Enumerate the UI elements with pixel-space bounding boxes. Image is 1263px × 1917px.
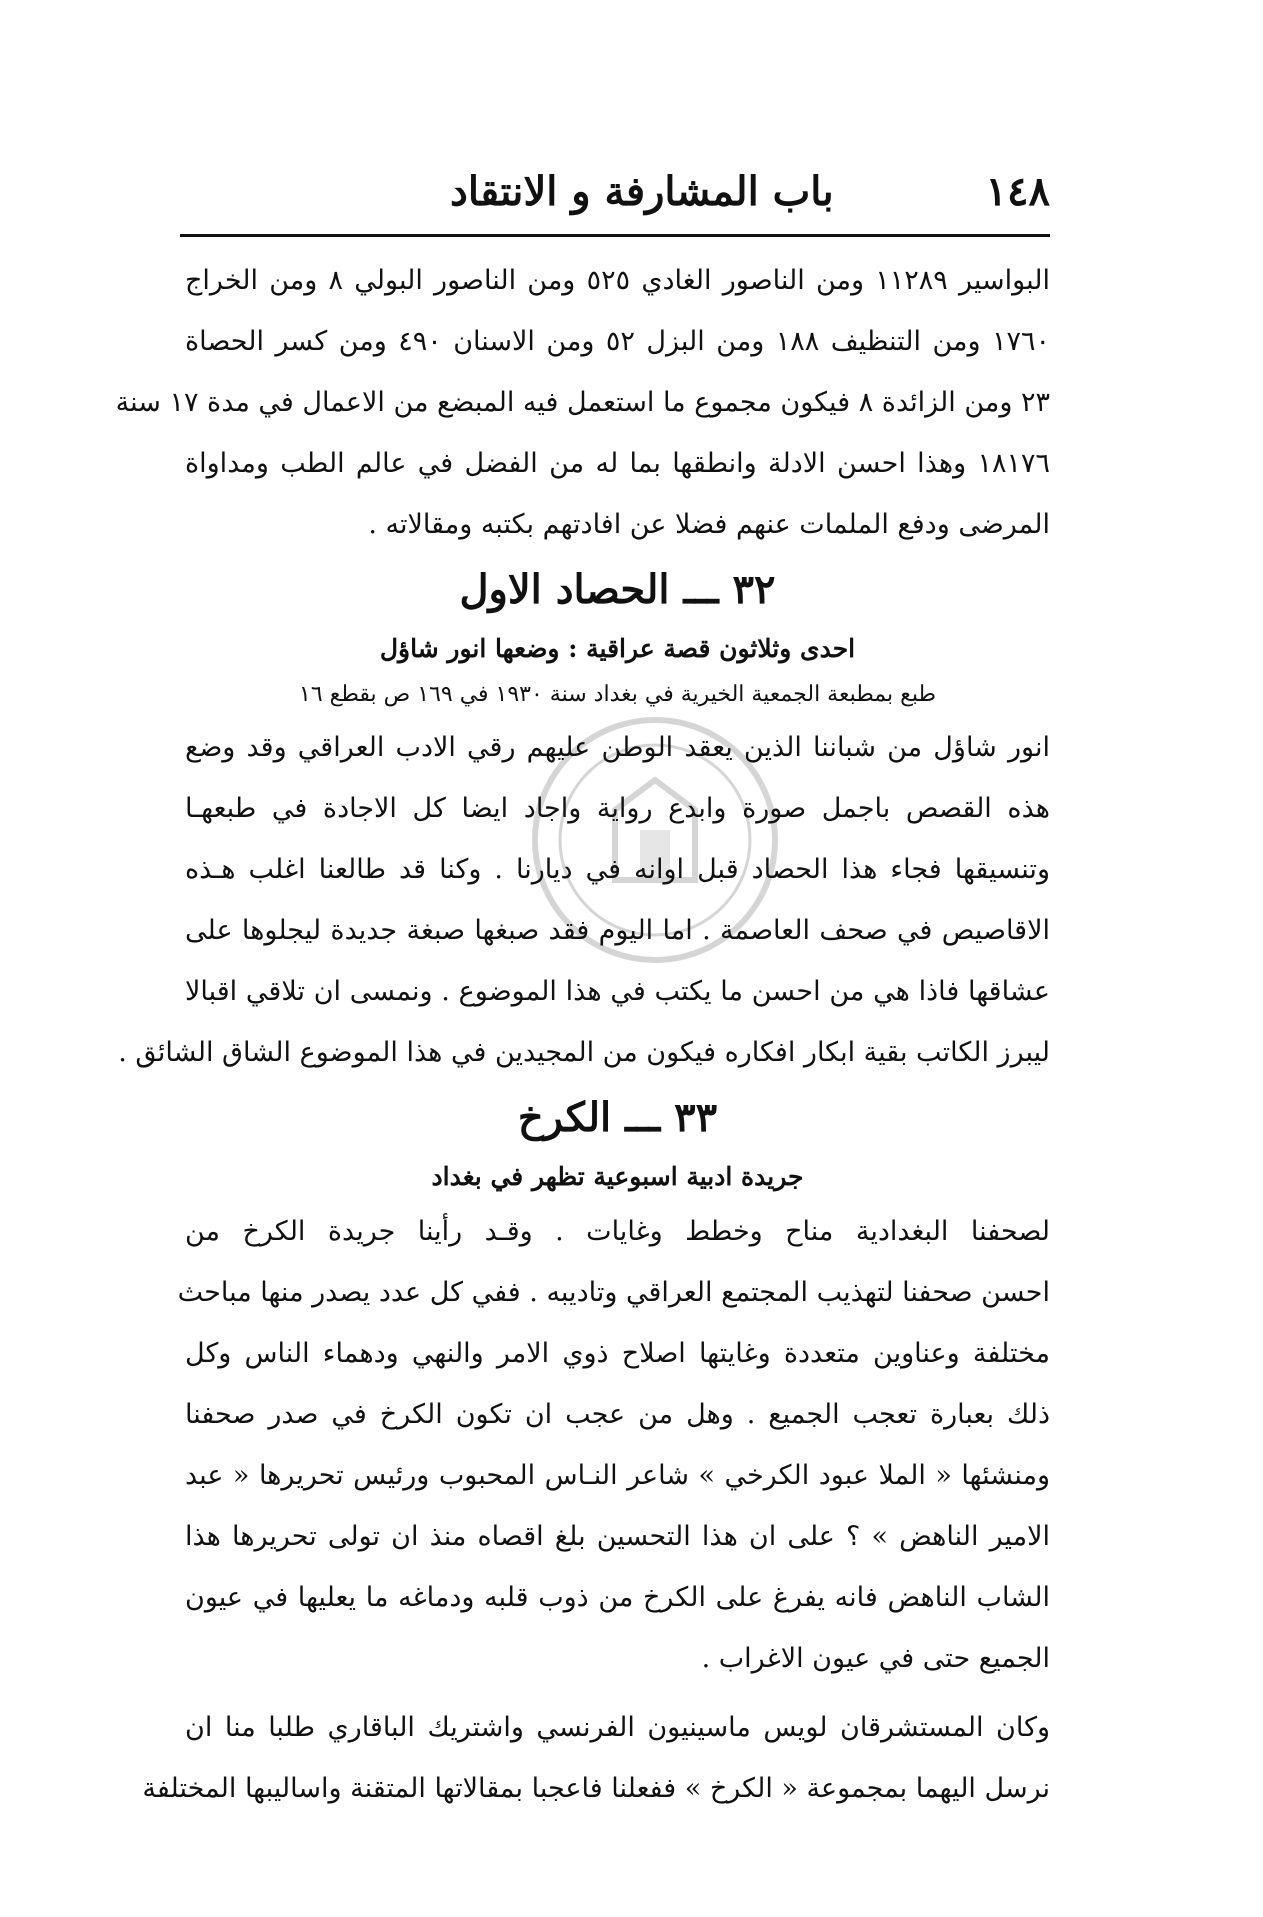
section-32 — [118, 555, 1050, 1083]
section-32-subtitle: احدى وثلاثون قصة عراقية : وضعها انور شاؤل — [379, 634, 856, 663]
section-33 — [142, 1083, 1050, 1819]
text-line: الامير الناهض » ؟ على ان هذا التحسين بلغ اقصاه منذ ان تولى تحريرها هذا — [185, 1521, 1050, 1552]
text-line: عشاقها فاذا هي من احسن ما يكتب في هذا الموضوع . ونمسى ان تلاقي اقبالا — [185, 976, 1050, 1007]
page-body — [115, 250, 1050, 1819]
section-32-imprint: طبع بمطبعة الجمعية الخيرية في بغداد سنة ١٩٣٠ في ١٦٩ ص بقطع ١٦ — [299, 682, 936, 707]
text-line: وكان المستشرقان لويس ماسينيون الفرنسي واشتريك الباقاري طلبا منا ان — [185, 1712, 1050, 1743]
text-line: مختلفة وعناوين متعددة وغايتها اصلاح ذوي الامر والنهي ودهماء الناس وكل — [185, 1338, 1050, 1369]
text-line: ٢٣ ومن الزائدة ٨ فيكون مجموع ما استعمل فيه المبضع من الاعمال في مدة ١٧ سنة — [115, 387, 1050, 418]
text-line: لصحفنا البغدادية مناح وخطط وغايات . وقـد رأينا جريدة الكرخ من — [185, 1216, 1050, 1247]
text-line: الجميع حتى في عيون الاغراب . — [701, 1643, 1050, 1674]
paragraph-continued — [115, 250, 1050, 555]
text-line: وتنسيقها فجاء هذا الحصاد قبل اوانه في ديارنا . وكنا قد طالعنا اغلب هـذه — [185, 854, 1050, 885]
text-line: انور شاؤل من شباننا الذين يعقد الوطن عليهم رقي الادب العراقي وقد وضع — [185, 732, 1050, 763]
text-line: الشاب الناهض فانه يفرغ على الكرخ من ذوب قلبه ودماغه ما يعليها في عيون — [185, 1582, 1050, 1613]
text-line: المرضى ودفع الملمات عنهم فضلا عن افادتهم بكتبه ومقالاته . — [368, 509, 1050, 540]
page-header — [180, 168, 1050, 228]
text-line: البواسير ١١٢٨٩ ومن الناصور الغادي ٥٢٥ ومن الناصور البولي ٨ ومن الخراج — [185, 265, 1050, 296]
text-line: ومنشئها « الملا عبود الكرخي » شاعر النـاس المحبوب ورئيس تحريرها « عبد — [185, 1460, 1050, 1491]
text-line: هذه القصص باجمل صورة وابدع رواية واجاد ايضا كل الاجادة في طبعهـا — [185, 793, 1050, 824]
running-title: باب المشارفة و الانتقاد — [450, 168, 834, 215]
header-rule — [180, 234, 1050, 237]
text-line: الاقاصيص في صحف العاصمة . اما اليوم فقد صبغها صبغة جديدة ليجلوها على — [185, 915, 1050, 946]
paragraph-gap — [185, 1689, 1050, 1697]
text-line: احسن صحفنا لتهذيب المجتمع العراقي وتاديبه . ففي كل عدد يصدر منها مباحث — [177, 1277, 1050, 1308]
text-line: ذلك بعبارة تعجب الجميع . وهل من عجب ان تكون الكرخ في صدر صحفنا — [185, 1399, 1050, 1430]
page-number: ١٤٨ — [985, 168, 1050, 215]
text-line: نرسل اليهما بمجموعة « الكرخ » ففعلنا فاعجبا بمقالاتها المتقنة واساليبها المختلفة — [142, 1773, 1050, 1804]
text-line: ١٨١٧٦ وهذا احسن الادلة وانطقها بما له من الفضل في عالم الطب ومداواة — [185, 448, 1050, 479]
text-line: ١٧٦٠ ومن التنظيف ١٨٨ ومن البزل ٥٢ ومن الاسنان ٤٩٠ ومن كسر الحصاة — [185, 326, 1050, 357]
text-line: ليبرز الكاتب بقية ابكار افكاره فيكون من المجيدين في هذا الموضوع الشاق الشائق . — [118, 1037, 1050, 1068]
section-33-title: ٣٣ ـــ الكرخ — [517, 1094, 718, 1141]
section-32-title: ٣٢ ـــ الحصاد الاول — [459, 566, 776, 613]
section-33-subtitle: جريدة ادبية اسبوعية تظهر في بغداد — [431, 1162, 804, 1191]
